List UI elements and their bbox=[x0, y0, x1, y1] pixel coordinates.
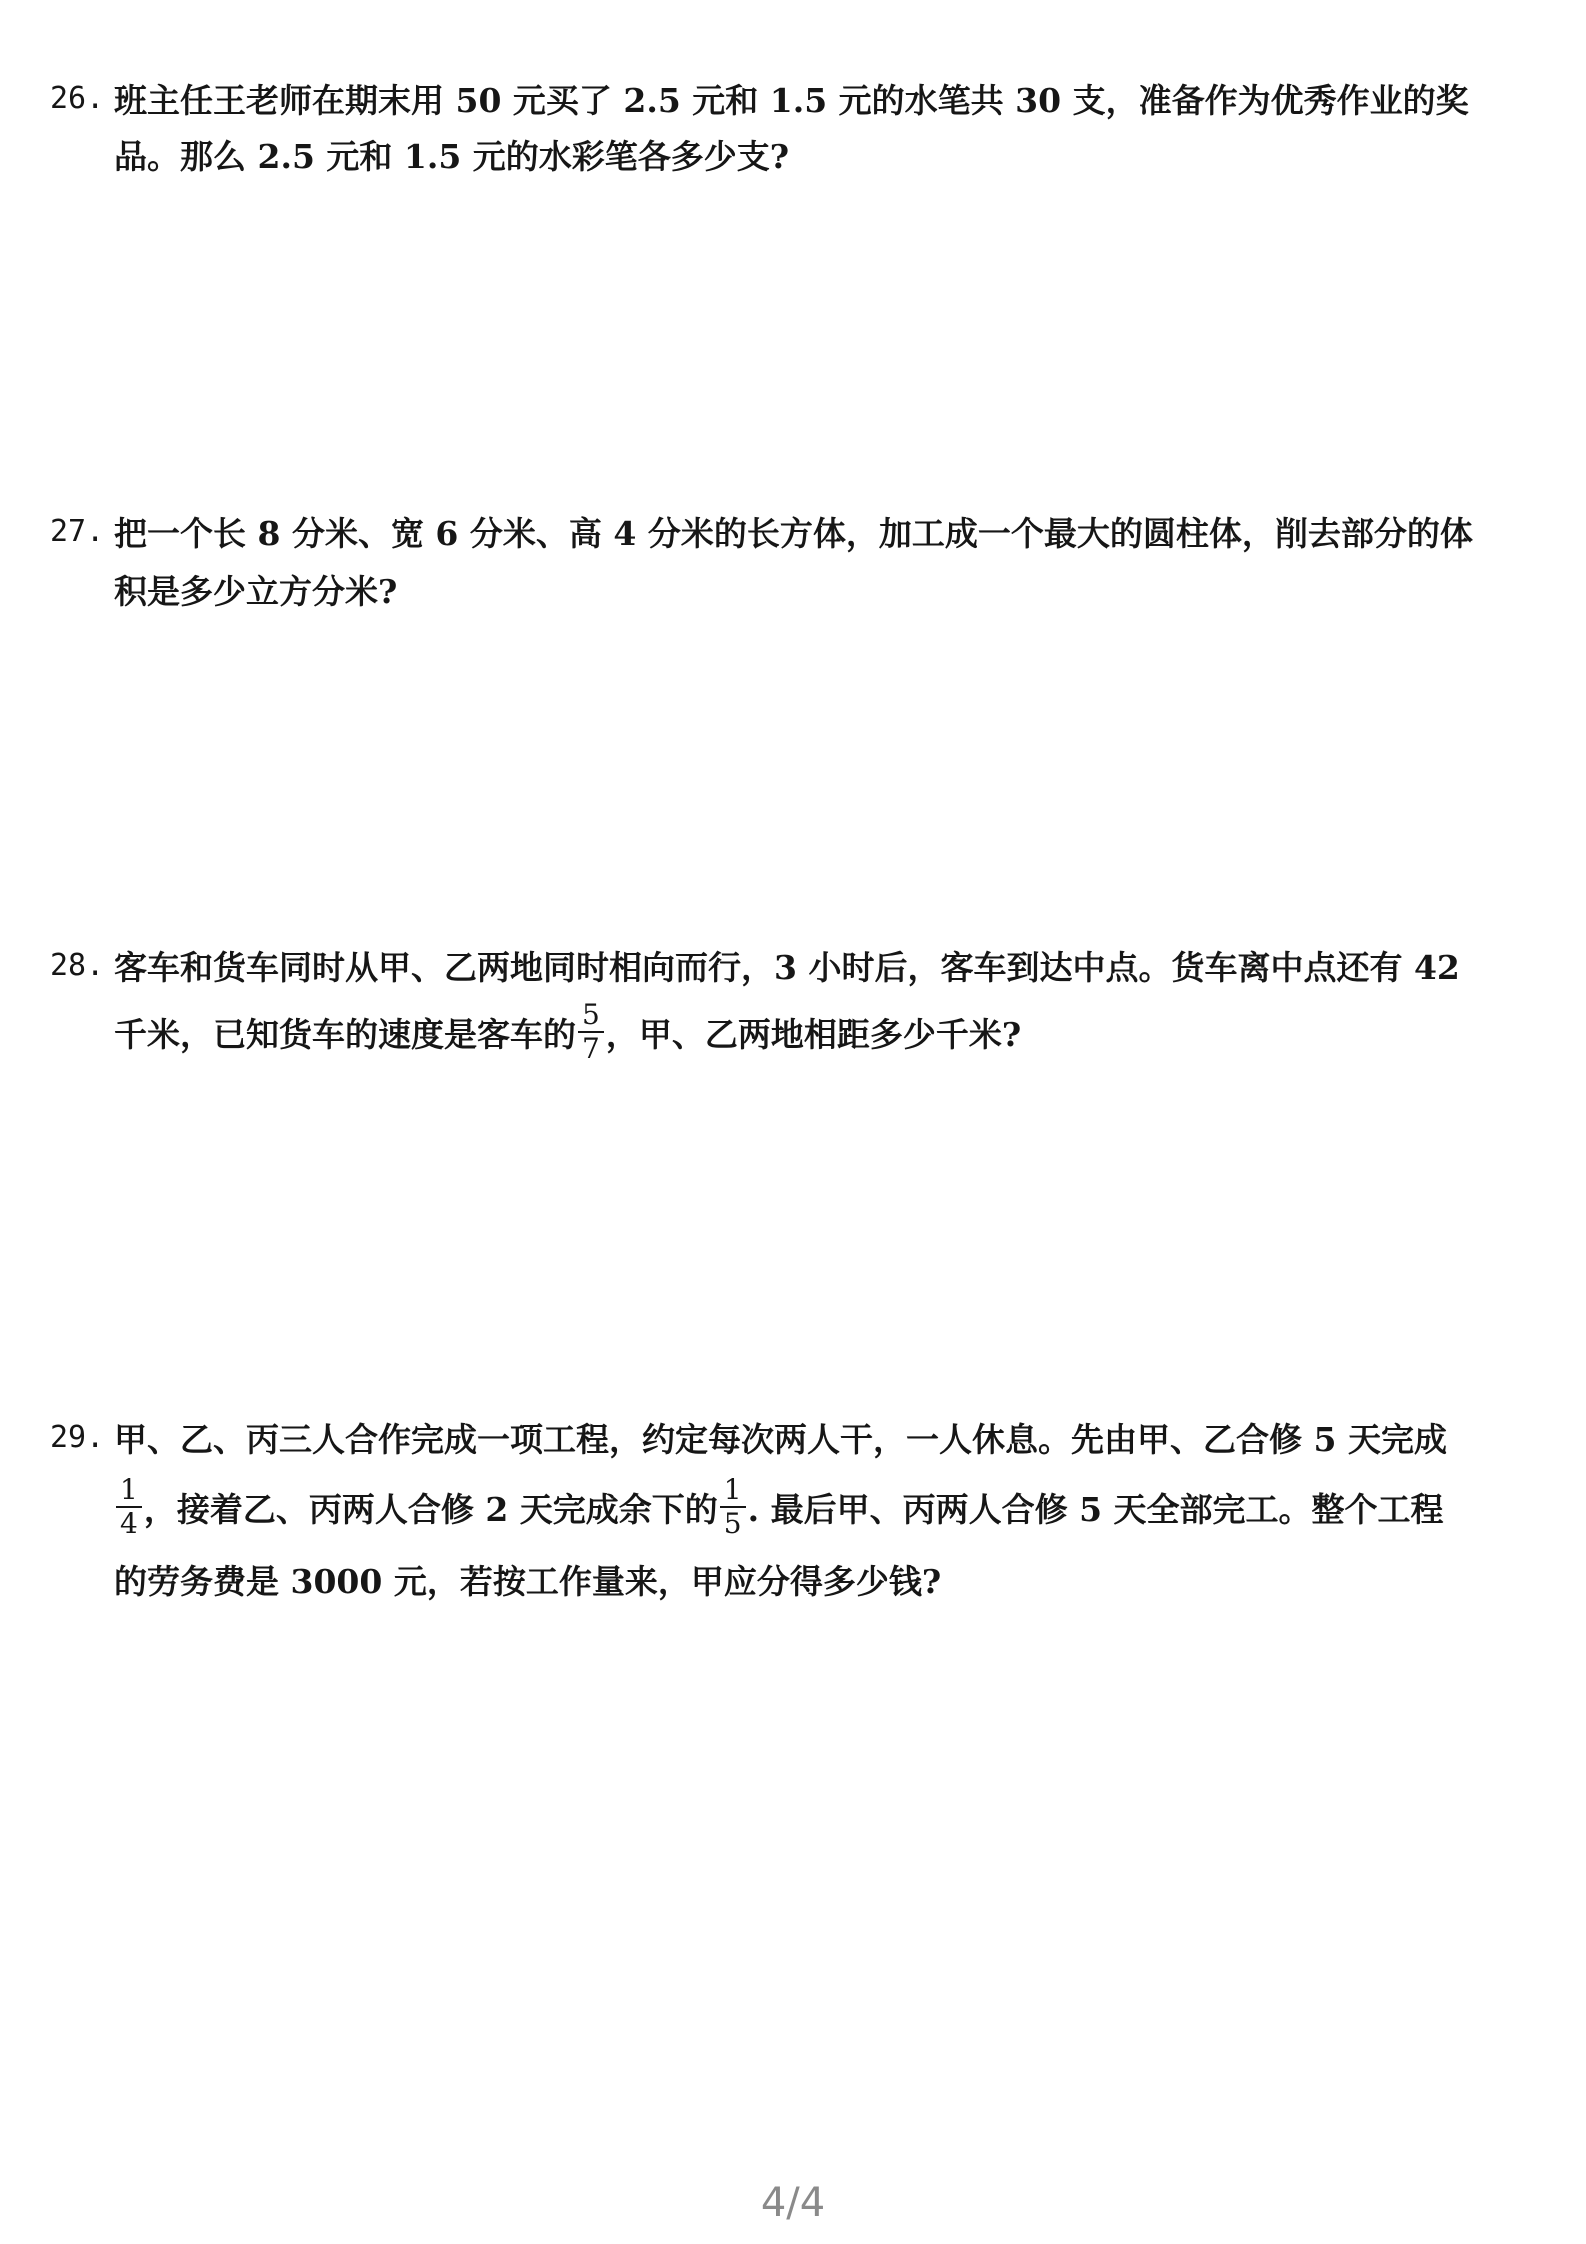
fraction-denominator: 5 bbox=[723, 1507, 742, 1540]
question-text: 的劳务费是 3000 元，若按工作量来，甲应分得多少钱? bbox=[114, 1561, 942, 1601]
fraction-one-fifth bbox=[720, 1473, 746, 1540]
question-text: 甲、乙、丙三人合作完成一项工程，约定每次两人干，一人休息。先由甲、乙合修 5 天完成 bbox=[114, 1419, 1447, 1459]
question-number: 28. bbox=[50, 947, 105, 983]
question-29 bbox=[50, 1410, 1530, 1608]
question-text: 班主任王老师在期末用 50 元买了 2.5 元和 1.5 元的水笔共 30 支，准备作为优秀作业的奖 bbox=[114, 80, 1469, 120]
question-26 bbox=[50, 70, 1530, 182]
question-28-line-1 bbox=[50, 938, 1530, 992]
fraction-numerator: 5 bbox=[578, 1001, 604, 1033]
question-text: 把一个长 8 分米、宽 6 分米、高 4 分米的长方体，加工成一个最大的圆柱体，削去部分的体 bbox=[114, 513, 1473, 553]
question-text: 品。那么 2.5 元和 1.5 元的水彩笔各多少支? bbox=[114, 136, 790, 176]
question-29-line-1 bbox=[50, 1410, 1530, 1464]
question-text: ，甲、乙两地相距多少千米? bbox=[605, 1014, 1022, 1054]
question-29-line-2 bbox=[50, 1464, 1530, 1550]
question-29-line-3 bbox=[50, 1550, 1530, 1608]
question-27-line-1 bbox=[50, 502, 1530, 560]
question-text: . 最后甲、丙两人合修 5 天全部完工。整个工程 bbox=[747, 1489, 1444, 1529]
fraction-numerator: 1 bbox=[116, 1476, 142, 1508]
question-number: 29. bbox=[50, 1419, 105, 1455]
question-26-line-2 bbox=[50, 126, 1530, 182]
fraction-numerator: 1 bbox=[720, 1476, 746, 1508]
question-number: 27. bbox=[50, 513, 105, 549]
page-number: 4/4 bbox=[760, 2180, 826, 2226]
question-text: 千米，已知货车的速度是客车的 bbox=[114, 1014, 576, 1054]
question-text: ，接着乙、丙两人合修 2 天完成余下的 bbox=[143, 1489, 718, 1529]
fraction-five-sevenths bbox=[578, 998, 604, 1065]
question-27 bbox=[50, 502, 1530, 618]
question-27-line-2 bbox=[50, 560, 1530, 618]
fraction-denominator: 4 bbox=[120, 1507, 138, 1540]
fraction-denominator: 7 bbox=[582, 1032, 600, 1065]
fraction-one-fourth bbox=[116, 1473, 142, 1540]
question-number: 26. bbox=[50, 80, 105, 116]
question-text: 客车和货车同时从甲、乙两地同时相向而行，3 小时后，客车到达中点。货车离中点还有 42 bbox=[114, 947, 1460, 987]
question-26-line-1 bbox=[50, 70, 1530, 126]
question-text: 积是多少立方分米? bbox=[114, 571, 398, 611]
question-28 bbox=[50, 938, 1530, 1072]
question-28-line-2 bbox=[50, 992, 1530, 1072]
